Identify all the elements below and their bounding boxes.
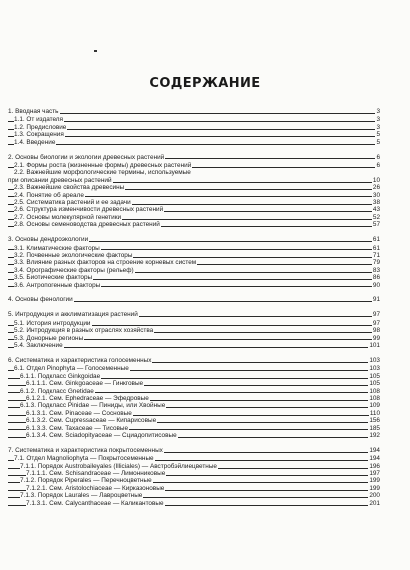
- toc-entry-title: 3.2. Почвенные экологические факторы: [14, 251, 133, 259]
- toc-entry-title: 6.1.3.1. Сем. Pinaceae — Сосновые: [26, 409, 132, 417]
- toc-page-number: 98: [372, 327, 380, 335]
- toc-entry-title: 1.1. От издателя: [14, 116, 63, 124]
- toc-leader-line: [8, 144, 380, 145]
- table-of-contents: [8, 108, 380, 515]
- toc-entry: [8, 342, 380, 349]
- toc-page-number: 86: [372, 274, 380, 282]
- toc-entry: [8, 131, 380, 138]
- toc-entry: [8, 221, 380, 228]
- toc-page-number: 97: [372, 319, 380, 327]
- toc-entry-title: 1. Вводная часть: [8, 108, 59, 115]
- toc-entry-title: 2.3. Важнейшие свойства древесины: [14, 184, 125, 192]
- toc-page-number: 90: [372, 281, 380, 289]
- toc-entry-title: 3.6. Антропогенные факторы: [14, 281, 101, 289]
- toc-entry-title: 6.1.3.4. Сем. Sciadopityaceae — Сциадопитисовые: [26, 431, 177, 439]
- toc-page-number: 52: [372, 213, 380, 221]
- toc-entry-title: 2.6. Структура изменчивости древесных растений: [14, 206, 164, 214]
- toc-entry-title: 7. Систематика и характеристика покрытосеменных: [8, 446, 163, 454]
- toc-entry-title: 7.1.2.1. Сем. Aristolochiaceae — Кирказоновые: [26, 484, 165, 492]
- toc-entry: [8, 410, 380, 417]
- toc-leader-line: [8, 347, 380, 348]
- toc-page-number: 108: [369, 387, 380, 395]
- toc-page-number: 91: [372, 296, 380, 304]
- toc-section: [8, 357, 380, 439]
- toc-page-number: 196: [369, 462, 380, 470]
- toc-entry: [8, 365, 380, 372]
- toc-entry: [8, 274, 380, 281]
- toc-entry-title: 6.1.1. Подкласс Ginkgoidae: [20, 372, 101, 380]
- toc-page-number: 61: [372, 244, 380, 252]
- toc-entry-title: 5.1. История интродукции: [14, 319, 91, 327]
- toc-entry: [8, 477, 380, 484]
- toc-page-number: 38: [372, 198, 380, 206]
- toc-section: [8, 108, 380, 146]
- toc-page-number: 108: [369, 394, 380, 402]
- toc-entry: [8, 139, 380, 146]
- toc-entry: [8, 327, 380, 334]
- toc-page-number: 185: [369, 424, 380, 432]
- toc-entry-title: 1.4. Введение: [14, 138, 56, 146]
- toc-entry: [8, 335, 380, 342]
- toc-entry-title: 1.2. Предисловие: [14, 123, 67, 131]
- toc-entry-title: 2.4. Понятие об ареале: [14, 191, 84, 199]
- toc-entry: [8, 236, 380, 243]
- toc-entry: [8, 417, 380, 424]
- toc-entry-title: 7.1.3. Порядок Laurales — Лавроцветные: [20, 492, 143, 500]
- toc-entry-title: 5.2. Интродукция в разных отраслях хозяйства: [14, 327, 154, 335]
- toc-entry: [8, 184, 380, 191]
- toc-entry: [8, 388, 380, 395]
- toc-page-number: 26: [372, 184, 380, 192]
- toc-page-number: 5: [376, 131, 380, 139]
- toc-page-number: 57: [372, 221, 380, 229]
- toc-entry: [8, 357, 380, 364]
- toc-entry-title: 6.1.3.3. Сем. Taxaceae — Тисовые: [26, 424, 129, 432]
- toc-page-number: 194: [369, 446, 380, 454]
- toc-entry-title: 6.1.3.2. Сем. Cupressaceae — Кипарисовые: [26, 417, 157, 425]
- toc-page-number: 5: [376, 138, 380, 146]
- toc-page-number: 199: [369, 484, 380, 492]
- toc-leader-line: [8, 113, 380, 114]
- toc-page-number: 97: [372, 311, 380, 319]
- toc-page-number: 71: [372, 251, 380, 259]
- toc-entry-title: 2. Основы биологии и экологии древесных растений: [8, 153, 165, 161]
- toc-page-number: 3: [376, 116, 380, 124]
- toc-entry-title: 3.5. Биотические факторы: [14, 274, 93, 282]
- toc-entry-title: 7.1.1.1. Сем. Schisandraceae — Лимонниковые: [26, 470, 166, 478]
- toc-entry: [8, 447, 380, 454]
- toc-entry: [8, 192, 380, 199]
- toc-section: [8, 154, 380, 229]
- toc-entry: [8, 252, 380, 259]
- toc-page-number: 194: [369, 455, 380, 463]
- toc-section: [8, 447, 380, 507]
- toc-entry-title: 3.3. Влияние разных факторов на строение корневых систем: [14, 259, 197, 267]
- toc-page-number: 109: [369, 402, 380, 410]
- toc-entry-title: 3.4. Орографические факторы (рельеф): [14, 266, 134, 274]
- toc-entry-title: 5.3. Донорные регионы: [14, 334, 84, 342]
- toc-entry: [8, 169, 380, 176]
- toc-entry: [8, 402, 380, 409]
- toc-entry-title: 1.3. Сокращения: [14, 131, 64, 139]
- toc-page-number: 79: [372, 259, 380, 267]
- toc-page-number: 103: [369, 356, 380, 364]
- toc-entry: [8, 500, 380, 507]
- toc-entry-title: 6.1.3. Подкласс Pinidae — Пиниды, или Хвойные: [20, 402, 166, 410]
- toc-page-number: 103: [369, 365, 380, 373]
- toc-entry-title: 2.5. Систематика растений и ее задачи: [14, 198, 131, 206]
- toc-entry-title: 6.1.1.1. Сем. Ginkgoaceae — Гинкговые: [26, 380, 144, 388]
- toc-page-number: 110: [369, 409, 380, 417]
- toc-entry-title: 7.1.3.1. Сем. Calycanthaceae — Каликантовые: [26, 499, 164, 507]
- toc-entry: [8, 380, 380, 387]
- print-mark: [94, 50, 97, 52]
- toc-page-number: 6: [376, 153, 380, 161]
- toc-section: [8, 311, 380, 349]
- toc-page-number: 3: [376, 108, 380, 115]
- toc-page-number: 192: [369, 431, 380, 439]
- toc-entry: [8, 296, 380, 303]
- toc-page-number: 3: [376, 123, 380, 131]
- toc-page-number: 199: [369, 477, 380, 485]
- toc-entry: [8, 206, 380, 213]
- toc-entry-title: 5.4. Заключение: [14, 341, 63, 349]
- toc-entry: [8, 470, 380, 477]
- toc-page-number: 156: [369, 417, 380, 425]
- page-title: СОДЕРЖАНИЕ: [149, 76, 261, 91]
- toc-entry-title: 6. Систематика и характеристика голосеменных: [8, 356, 152, 364]
- toc-entry: [8, 463, 380, 470]
- toc-entry: [8, 108, 380, 115]
- toc-entry: [8, 425, 380, 432]
- toc-entry: [8, 455, 380, 462]
- toc-page-number: 6: [376, 161, 380, 169]
- toc-entry-title: 7.1.1. Порядок Austrobaileyales (Illiciales) — Австробэйлиецветные: [20, 462, 217, 470]
- toc-entry: [8, 245, 380, 252]
- toc-page-number: 201: [369, 499, 380, 507]
- toc-entry-title: 6.1.2. Подкласс Gnetidae: [20, 387, 94, 395]
- toc-entry: [8, 432, 380, 439]
- toc-entry-title: 4. Основы фенологии: [8, 296, 73, 304]
- toc-entry-title: 2.1. Формы роста (жизненные формы) древесных растений: [14, 161, 192, 169]
- toc-entry: [8, 259, 380, 266]
- toc-entry: [8, 311, 380, 318]
- toc-entry-title: 2.2. Важнейшие морфологические термины, используемые: [14, 169, 191, 177]
- toc-section: [8, 236, 380, 289]
- toc-page-number: 43: [372, 206, 380, 214]
- toc-entry-title: при описании древесных растений: [8, 176, 112, 184]
- toc-entry: [8, 154, 380, 161]
- toc-entry-title: 6.1. Отдел Pinophyta — Голосеменные: [14, 365, 129, 373]
- toc-entry-title: 7.1. Отдел Magnoliophyta — Покрытосеменные: [14, 455, 154, 463]
- toc-entry-title: 3.1. Климатические факторы: [14, 244, 100, 252]
- toc-page-number: 83: [372, 266, 380, 274]
- toc-entry-title: 5. Интродукция и акклиматизация растений: [8, 311, 138, 319]
- toc-page-number: 61: [372, 236, 380, 244]
- toc-page-number: 101: [369, 341, 380, 349]
- toc-entry-title: 6.1.2.1. Сем. Ephedraceae — Эфедровые: [26, 394, 149, 402]
- toc-entry-title: 2.8. Основы семеноводства древесных растений: [14, 221, 160, 229]
- toc-page-number: 197: [369, 470, 380, 478]
- toc-entry-title: 2.7. Основы молекулярной генетики: [14, 213, 122, 221]
- toc-page-number: 105: [369, 380, 380, 388]
- toc-entry-title: 3. Основы дендроэкологии: [8, 236, 89, 244]
- toc-page-number: 99: [372, 334, 380, 342]
- toc-page-number: 105: [369, 372, 380, 380]
- toc-page-number: 30: [372, 191, 380, 199]
- toc-entry-title: 7.1.2. Порядок Piperales — Перечноцветные: [20, 477, 152, 485]
- toc-entry: [8, 282, 380, 289]
- toc-entry: [8, 373, 380, 380]
- toc-entry: [8, 124, 380, 131]
- toc-page-number: 200: [369, 492, 380, 500]
- toc-section: [8, 296, 380, 303]
- toc-entry: [8, 267, 380, 274]
- toc-entry: [8, 492, 380, 499]
- toc-page-number: 10: [372, 176, 380, 184]
- toc-entry: [8, 116, 380, 123]
- toc-entry: [8, 485, 380, 492]
